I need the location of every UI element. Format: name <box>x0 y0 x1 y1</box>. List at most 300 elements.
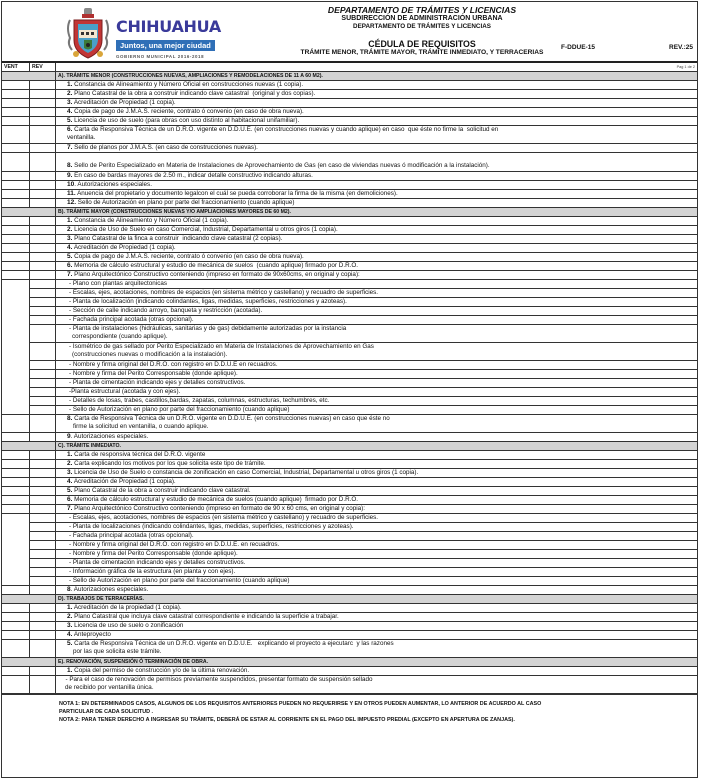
requirement-text <box>56 496 697 504</box>
requirement-text <box>56 181 697 189</box>
requirement-label: Carta de responsiva técnica del D.R.O. vigente <box>72 451 206 458</box>
requirement-row <box>2 262 697 271</box>
requirements-table <box>2 63 697 727</box>
column-vent: VENT <box>2 63 30 71</box>
vent-checkbox-cell[interactable] <box>2 280 30 414</box>
requirement-number: 4. <box>67 478 73 485</box>
requirements-form <box>1 1 698 778</box>
requirement-subrow <box>30 370 697 379</box>
requirement-label: Plano Catastral de la obra a construir indicando clave catastral (original y dos copias). <box>72 90 316 97</box>
requirement-row <box>2 199 697 208</box>
requirement-row <box>2 117 697 126</box>
rev-checkbox-cell[interactable] <box>30 262 56 270</box>
subrequirement-label-continued: (construcciones nuevas o modificación a la instalación). <box>72 351 228 358</box>
requirement-number: 12. <box>67 199 77 206</box>
requirement-text <box>56 117 697 125</box>
subrequirement-label: - Planta de instalaciones (hidráulicas, sanitarias y de gas) debidamente autorizadas por la instancia <box>69 325 347 332</box>
requirement-label: Copia de pago de J.M.A.S. reciente, contrato ó convenio (en caso de obra nueva). <box>72 108 304 115</box>
requirement-label: Carta de Responsiva Técnica de un D.R.O. vigente en D.D.U.E. (en construcciones nuevas y cuando aplique) en caso que éste no firme la solicitud en <box>72 126 499 133</box>
requirement-number: 5. <box>67 640 73 647</box>
section-b-subitems <box>2 280 697 415</box>
requirement-text <box>56 217 697 225</box>
requirement-number: 3. <box>67 235 73 242</box>
vent-checkbox-cell[interactable] <box>2 622 30 630</box>
vent-checkbox-cell[interactable] <box>2 235 30 243</box>
requirement-label: . Autorizaciones especiales. <box>74 181 152 188</box>
subrequirement-label: - Sello de Autorización en plano por parte del fraccionamiento (cuando aplique) <box>69 577 290 584</box>
subrequirement-label: -Planta estructural (acotada y con ejes). <box>69 388 181 395</box>
subrequirement-label: - Nombre y firma del Perito Corresponsable (donde aplique). <box>69 550 238 557</box>
requirement-label: Sello de Perito Especializado en Materia de Instalaciones de Aprovechamiento de Gas (en caso de viviendas nuevas ó modificación a la instalación). <box>72 162 490 169</box>
rev-checkbox-cell[interactable] <box>30 190 56 198</box>
section-b-header: B). TRÁMITE MAYOR (CONSTRUCCIONES NUEVAS Y/O AMPLIACIONES MAYORES DE 60 M2). <box>2 208 697 217</box>
rev-checkbox-cell[interactable] <box>30 676 56 693</box>
note-1: NOTA 1: EN DETERMINADOS CASOS, ALGUNOS DE LOS REQUISITOS ANTERIORES PUEDEN NO REQUERIRSE Y EN OTROS PUEDEN AUMENTAR, LO ANTERIOR DE ACUERDO AL CASO <box>59 701 542 707</box>
rev-checkbox-cell[interactable] <box>30 99 56 107</box>
requirement-row: 9. Autorizaciones especiales. <box>2 433 697 442</box>
vent-checkbox-cell[interactable] <box>2 199 30 207</box>
coat-of-arms-icon <box>64 6 112 60</box>
rev-checkbox-cell[interactable] <box>30 226 56 234</box>
rev-checkbox-cell[interactable] <box>30 298 56 306</box>
rev-checkbox-cell[interactable] <box>30 460 56 468</box>
requirement-text <box>56 199 697 207</box>
requirement-row <box>2 99 697 108</box>
subrequirement-label: - Escalas, ejes, acotaciones, nombres de espacios (en sistema métrico y castellano) y recuadro de superficies. <box>69 514 379 521</box>
section-e-header: E). RENOVACIÓN, SUSPENSIÓN Ó TERMINACIÓN DE OBRA. <box>2 658 697 667</box>
requirement-label: Constancia de Alineamiento y Número Oficial en construcciones nuevas (1 copia). <box>72 81 304 88</box>
logo-name: CHIHUAHUA <box>116 17 221 36</box>
subdirection-title: SUBDIRECCIÓN DE ADMINISTRACIÓN URBANA <box>341 15 503 22</box>
requirement-row <box>2 90 697 99</box>
requirement-row <box>2 604 697 613</box>
vent-checkbox-cell[interactable] <box>2 190 30 198</box>
vent-checkbox-cell[interactable] <box>2 478 30 486</box>
subrequirement-label: - Planta de cimentación indicando ejes y detalles constructivos. <box>69 559 246 566</box>
requirement-label: Carta de Responsiva Técnica de un D.R.O. vigente en D.D.U.E. explicando el proyecto a ejecutarc y las razones <box>72 640 394 647</box>
requirement-subrow <box>30 298 697 307</box>
page-indicator: Pag 1 de 2 <box>676 65 695 69</box>
requirement-subrow <box>30 325 697 343</box>
subrequirement-label: - Detalles de losas, trabes, castillos,bardas, zapatas, columnas, estructuras, techumbres, etc. <box>69 397 330 404</box>
requirement-label: Copia del permiso de construcción y/o de la última renovación. <box>72 667 250 674</box>
rev-checkbox-cell[interactable] <box>30 469 56 477</box>
requirement-number: 3. <box>67 99 73 106</box>
requirement-text <box>56 451 697 459</box>
requirement-text <box>56 253 697 261</box>
requirement-row <box>2 460 697 469</box>
requirement-row <box>2 487 697 496</box>
revision-number: REV.:25 <box>669 44 693 51</box>
requirement-number: 5. <box>67 117 73 124</box>
requirement-label: Licencia de Uso de Suelo en caso Comercial, Industrial, Departamental u otros giros (1 copia). <box>72 226 338 233</box>
rev-checkbox-cell[interactable] <box>30 640 56 657</box>
requirement-row <box>2 640 697 658</box>
rev-checkbox-cell[interactable] <box>30 433 56 441</box>
requirement-subrow <box>30 388 697 397</box>
rev-checkbox-cell[interactable] <box>30 532 56 540</box>
requirement-number: 5. <box>67 487 73 494</box>
requirement-number: 4. <box>67 108 73 115</box>
requirement-subrow <box>30 532 697 541</box>
requirement-subrow <box>30 316 697 325</box>
requirement-text <box>56 640 697 657</box>
requirement-text <box>56 622 697 630</box>
note-2: NOTA 2: PARA TENER DERECHO A INGRESAR SU TRÁMITE, DEBERÁ DE ESTAR AL CORRIENTE EN EL PAGO DEL IMPUESTO PREDIAL (EXCEPTO EN APERTURA DE ZANJAS). <box>59 717 515 723</box>
requirement-subrow <box>30 280 697 289</box>
requirement-label: Carta explicando los motivos por los que solicita este tipo de trámite. <box>72 460 266 467</box>
rev-checkbox-cell[interactable] <box>30 577 56 585</box>
rev-checkbox-cell[interactable] <box>30 505 56 513</box>
subrequirement-label-continued: correspondiente (cuando aplique). <box>72 333 168 340</box>
rev-checkbox-cell[interactable] <box>30 514 56 522</box>
vent-checkbox-cell[interactable] <box>2 217 30 225</box>
subrequirement-label: - Nombre y firma original del D.R.O. con registro en D.D.U.E en recuadros. <box>69 361 278 368</box>
subrequirement-label: - Sello de Autorización en plano por parte del fraccionamiento (cuando aplique) <box>69 406 290 413</box>
vent-checkbox-cell[interactable] <box>2 640 30 657</box>
rev-checkbox-cell[interactable] <box>30 370 56 378</box>
requirement-label: Memoria de cálculo estructural y estudio de mecánica de suelos (cuando aplique) firmado por D.R.O. <box>72 262 359 269</box>
vent-checkbox-cell[interactable] <box>2 90 30 98</box>
rev-checkbox-cell[interactable] <box>30 280 56 288</box>
requirement-subrow: - Para el caso de renovación de permisos previamente suspendidos, presentar formato de suspensión sellado de recibido por ventanilla única. <box>2 676 697 694</box>
rev-checkbox-cell[interactable] <box>30 478 56 486</box>
requirement-text <box>56 81 697 89</box>
requirement-subrow <box>30 307 697 316</box>
rev-checkbox-cell[interactable] <box>30 397 56 405</box>
requirement-row <box>2 190 697 199</box>
requirement-subrow <box>30 550 697 559</box>
requirement-subrow <box>30 523 697 532</box>
subrequirement-label: - Planta de localizaciones (indicando colindantes, ligas, medidas, superficies, restricciones y azoteas). <box>69 523 354 530</box>
requirement-row <box>2 622 697 631</box>
requirement-row <box>2 235 697 244</box>
requirement-row <box>2 226 697 235</box>
rev-checkbox-cell[interactable] <box>30 316 56 324</box>
requirement-number: 5. <box>67 253 73 260</box>
requirement-number: 2. <box>67 460 73 467</box>
requirement-number: 4. <box>67 631 73 638</box>
requirement-text <box>56 631 697 639</box>
requirement-label: Sello de Autorización en plano por parte del fraccionamiento (cuando aplique) <box>76 199 295 206</box>
rev-checkbox-cell[interactable] <box>30 253 56 261</box>
note-1-continued: PARTICULAR DE CADA SOLICITUD . <box>59 709 154 715</box>
vent-checkbox-cell[interactable] <box>2 126 30 143</box>
rev-checkbox-cell[interactable] <box>30 622 56 630</box>
requirement-subrow <box>30 397 697 406</box>
notes-section <box>2 694 697 727</box>
requirement-subrow <box>30 568 697 577</box>
vent-checkbox-cell[interactable] <box>2 172 30 180</box>
vent-checkbox-cell[interactable] <box>2 505 30 513</box>
requirement-text <box>56 262 697 270</box>
logo-slogan: Juntos, una mejor ciudad <box>116 40 215 51</box>
requirement-text <box>56 271 697 279</box>
requirement-text <box>56 505 697 513</box>
rev-checkbox-cell[interactable] <box>30 271 56 279</box>
rev-checkbox-cell[interactable] <box>30 388 56 396</box>
vent-checkbox-cell[interactable] <box>2 81 30 89</box>
requirement-label: Acreditación de Propiedad (1 copia). <box>72 99 176 106</box>
requirement-label: Anuencia del propietario y documento legalcon el cuál se pueda corroborar la firma de la misma (en demoliciones). <box>75 190 398 197</box>
requirement-label: Acreditación de Propiedad (1 copia). <box>72 244 176 251</box>
requirement-number: 6. <box>67 262 73 269</box>
vent-checkbox-cell[interactable] <box>2 433 30 441</box>
requirement-subrow <box>30 559 697 568</box>
rev-checkbox-cell[interactable] <box>30 379 56 387</box>
vent-checkbox-cell[interactable] <box>2 631 30 639</box>
requirement-label: Licencia de uso de suelo o zonificación <box>72 622 184 629</box>
requirement-label-continued: por las que solicita este trámite. <box>73 648 162 655</box>
subrequirement-label: - Información gráfica de la estructura (en planta y con ejes). <box>69 568 236 575</box>
requirement-row <box>2 496 697 505</box>
rev-checkbox-cell[interactable] <box>30 559 56 567</box>
requirement-number: 10 <box>67 181 75 188</box>
requirement-text <box>56 478 697 486</box>
requirement-row <box>2 667 697 676</box>
requirement-number: 1. <box>67 217 73 224</box>
rev-checkbox-cell[interactable] <box>30 550 56 558</box>
vent-checkbox-cell[interactable] <box>2 108 30 116</box>
column-rev: REV <box>30 63 56 71</box>
vent-checkbox-cell[interactable] <box>2 144 30 152</box>
requirement-text <box>56 108 697 116</box>
rev-checkbox-cell[interactable] <box>30 541 56 549</box>
requirement-label: Anteproyecto <box>72 631 111 638</box>
requirement-row <box>2 126 697 144</box>
requirement-number: 1. <box>67 81 73 88</box>
requirement-row <box>2 631 697 640</box>
rev-checkbox-cell[interactable] <box>30 361 56 369</box>
requirement-subrow <box>30 514 697 523</box>
vent-checkbox-cell[interactable] <box>2 262 30 270</box>
requirement-row <box>2 478 697 487</box>
logo-subtitle: GOBIERNO MUNICIPAL 2016-2018 <box>116 54 205 59</box>
requirement-number: 6. <box>67 126 73 133</box>
rev-checkbox-cell[interactable] <box>30 81 56 89</box>
rev-checkbox-cell[interactable] <box>30 235 56 243</box>
requirement-label: Plano Catastral de la obra a construir indicando clave catastral. <box>72 487 251 494</box>
department-subtitle: DEPARTAMENTO DE TRÁMITES Y LICENCIAS <box>353 23 491 30</box>
requirement-text <box>56 172 697 180</box>
rev-checkbox-cell[interactable] <box>30 631 56 639</box>
section-c-subitems <box>2 514 697 586</box>
requirement-number: 1. <box>67 451 73 458</box>
form-code: F-DDUE-15 <box>561 44 595 51</box>
subrequirement-label: - Nombre y firma del Perito Corresponsable (donde aplique). <box>69 370 238 377</box>
vent-checkbox-cell[interactable] <box>2 496 30 504</box>
subrequirement-label: - Fachada principal acotada (otras opcional). <box>69 316 194 323</box>
requirement-number: 3. <box>67 469 73 476</box>
rev-checkbox-cell[interactable] <box>30 126 56 143</box>
requirement-number: 7. <box>67 144 73 151</box>
municipal-logo <box>64 6 234 62</box>
requirement-number: 7. <box>67 505 73 512</box>
rev-checkbox-cell[interactable] <box>30 153 56 171</box>
requirement-label: Plano Catastral que incluya clave catastral correspondiente e indicando la superficie a trabajar. <box>72 613 339 620</box>
requirement-text <box>56 469 697 477</box>
requirement-label: Copia de pago de J.M.A.S. reciente, contrato ó convenio (en caso de obra nueva). <box>72 253 304 260</box>
requirement-row <box>2 144 697 153</box>
vent-checkbox-cell[interactable] <box>2 451 30 459</box>
requirement-number: 1. <box>67 604 73 611</box>
vent-checkbox-cell[interactable] <box>2 253 30 261</box>
rev-checkbox-cell[interactable] <box>30 343 56 360</box>
requirement-number: 2. <box>67 226 73 233</box>
subrequirement-label: - Fachada principal acotada (otras opcional). <box>69 532 194 539</box>
requirement-text <box>56 99 697 107</box>
requirement-text <box>56 226 697 234</box>
requirement-row <box>2 271 697 280</box>
requirement-row <box>2 172 697 181</box>
requirement-row <box>2 81 697 90</box>
document-title: CÉDULA DE REQUISITOS <box>368 39 476 49</box>
subrequirement-label: - Plano con plantas arquitectonicas <box>69 280 168 287</box>
vent-checkbox-cell[interactable] <box>2 487 30 495</box>
requirement-row <box>2 244 697 253</box>
requirement-text <box>56 604 697 612</box>
rev-checkbox-cell[interactable] <box>30 307 56 315</box>
vent-checkbox-cell[interactable] <box>2 667 30 675</box>
vent-checkbox-cell[interactable] <box>2 271 30 279</box>
requirement-row <box>2 153 697 172</box>
subrequirement-label: - Planta de localización (indicando colindantes, ligas, medidas, superficies, restricciones y azoteas). <box>69 298 347 305</box>
rev-checkbox-cell[interactable] <box>30 325 56 342</box>
vent-checkbox-cell[interactable] <box>2 514 30 585</box>
rev-checkbox-cell[interactable] <box>30 604 56 612</box>
requirement-text <box>56 487 697 495</box>
subrequirement-label: - Escalas, ejes, acotaciones, nombres de espacios (en sistema métrico y castellano) y recuadro de superficies. <box>69 289 379 296</box>
vent-checkbox-cell[interactable] <box>2 613 30 621</box>
rev-checkbox-cell[interactable] <box>30 667 56 675</box>
requirement-label: Sello de planos por J.M.A.S. (en caso de construcciones nuevas). <box>72 144 258 151</box>
requirement-text <box>56 667 697 675</box>
form-header <box>2 2 697 63</box>
requirement-number: 8. <box>67 162 73 169</box>
rev-checkbox-cell[interactable] <box>30 523 56 531</box>
requirement-row <box>2 505 697 514</box>
rev-checkbox-cell[interactable] <box>30 108 56 116</box>
rev-checkbox-cell[interactable] <box>30 406 56 414</box>
requirement-text <box>56 190 697 198</box>
requirement-row <box>2 451 697 460</box>
requirement-label: Plano Arquitectónico Constructivo conteniendo (impreso en formato de 90x60cms, en original y copia): <box>72 271 360 278</box>
requirement-subrow <box>30 361 697 370</box>
rev-checkbox-cell[interactable] <box>30 451 56 459</box>
rev-checkbox-cell[interactable] <box>30 487 56 495</box>
requirement-label-continued: ventanilla. <box>67 134 96 141</box>
vent-checkbox-cell[interactable] <box>2 226 30 234</box>
requirement-row <box>2 108 697 117</box>
requirement-row <box>2 613 697 622</box>
requirement-text <box>56 244 697 252</box>
requirement-label: Licencia de uso de suelo (para obras con uso distinto al habitacional unifamiliar). <box>72 117 300 124</box>
vent-checkbox-cell[interactable] <box>2 460 30 468</box>
requirement-number: 9. <box>67 172 73 179</box>
requirement-label: Acreditación de la propiedad (1 copia). <box>72 604 182 611</box>
rev-checkbox-cell[interactable] <box>30 117 56 125</box>
requirement-label: Memoria de cálculo estructural y estudio de mecánica de suelos (cuando aplique) firmado por D.R.O. <box>72 496 359 503</box>
requirement-text <box>56 90 697 98</box>
vent-checkbox-cell[interactable] <box>2 586 30 594</box>
rev-checkbox-cell[interactable] <box>30 568 56 576</box>
vent-checkbox-cell[interactable] <box>2 181 30 189</box>
vent-checkbox-cell[interactable] <box>2 99 30 107</box>
section-a-header: A). TRÁMITE MENOR (CONSTRUCCIONES NUEVAS, AMPLIACIONES Y REMODELACIONES DE 11 A 60 M2). <box>2 72 697 81</box>
vent-checkbox-cell[interactable] <box>2 153 30 171</box>
requirement-row <box>2 181 697 190</box>
requirement-text <box>56 613 697 621</box>
requirement-subrow <box>30 289 697 298</box>
section-d-header: D). TRABAJOS DE TERRACERÍAS. <box>2 595 697 604</box>
requirement-label: En caso de bardas mayores de 2.50 m., indicar detalle constructivo indicando alturas. <box>72 172 313 179</box>
requirement-text <box>56 235 697 243</box>
subrequirement-label: - Nombre y firma original del D.R.O. con registro en D.D.U.E. en recuadros. <box>69 541 280 548</box>
rev-checkbox-cell[interactable] <box>30 496 56 504</box>
document-subtitle: TRÁMITE MENOR, TRÁMITE MAYOR, TRÁMITE INMEDIATO, Y TERRACERIAS <box>300 49 544 56</box>
requirement-number: 3. <box>67 622 73 629</box>
requirement-number: 2. <box>67 90 73 97</box>
subrequirement-label: - Isométrico de gas sellado por Perito Especializado en Materia de Instalaciones de Aprovechamiento en Gas <box>69 343 374 350</box>
requirement-subrow <box>30 577 697 585</box>
requirement-label: Plano Arquitectónico Constructivo conteniendo (impreso en formato de 90 x 60 cms, en original y copia): <box>72 505 366 512</box>
requirement-label: Constancia de Alineamiento y Número Oficial (1 copia). <box>72 217 229 224</box>
rev-checkbox-cell[interactable] <box>30 217 56 225</box>
vent-checkbox-cell[interactable] <box>2 117 30 125</box>
column-header-row <box>2 63 697 72</box>
subrequirement-label: - Planta de cimentación indicando ejes y detalles constructivos. <box>69 379 246 386</box>
rev-checkbox-cell[interactable] <box>30 181 56 189</box>
requirement-text <box>56 153 697 171</box>
section-c-header: C). TRÁMITE INMEDIATO. <box>2 442 697 451</box>
requirement-label: Acreditación de Propiedad (1 copia). <box>72 478 176 485</box>
rev-checkbox-cell[interactable] <box>30 172 56 180</box>
requirement-row <box>2 217 697 226</box>
requirement-number: 11. <box>67 190 76 197</box>
requirement-row <box>2 253 697 262</box>
requirement-text <box>56 126 697 143</box>
requirement-subrow <box>30 343 697 361</box>
requirement-number: 2. <box>67 613 73 620</box>
requirement-number: 1. <box>67 667 73 674</box>
requirement-number: 6. <box>67 496 73 503</box>
rev-checkbox-cell[interactable] <box>30 144 56 152</box>
requirement-text <box>56 460 697 468</box>
requirement-label: Plano Catastral de la finca a construir indicando clave catastral (2 copias). <box>72 235 283 242</box>
subrequirement-label: - Sección de calle indicando arroyo, banqueta y restricción (acotada). <box>69 307 263 314</box>
requirement-number: 7. <box>67 271 73 278</box>
department-title: DEPARTAMENTO DE TRÁMITES Y LICENCIAS <box>327 5 517 15</box>
requirement-subrow <box>30 379 697 388</box>
requirement-subrow <box>30 541 697 550</box>
rev-checkbox-cell[interactable] <box>30 90 56 98</box>
rev-checkbox-cell[interactable] <box>30 199 56 207</box>
rev-checkbox-cell[interactable] <box>30 415 56 432</box>
vent-checkbox-cell[interactable] <box>2 415 30 432</box>
requirement-label: Licencia de Uso de Suelo o constancia de zonificación en caso Comercial, Industrial, Departamental u otros giros (1 copia). <box>72 469 419 476</box>
vent-checkbox-cell[interactable] <box>2 469 30 477</box>
vent-checkbox-cell[interactable] <box>2 604 30 612</box>
rev-checkbox-cell[interactable] <box>30 586 56 594</box>
requirement-text <box>56 144 697 152</box>
requirement-row: 8. Autorizaciones especiales. <box>2 586 697 595</box>
rev-checkbox-cell[interactable] <box>30 613 56 621</box>
rev-checkbox-cell[interactable] <box>30 289 56 297</box>
vent-checkbox-cell[interactable] <box>2 676 30 693</box>
vent-checkbox-cell[interactable] <box>2 244 30 252</box>
requirement-row <box>2 469 697 478</box>
rev-checkbox-cell[interactable] <box>30 244 56 252</box>
